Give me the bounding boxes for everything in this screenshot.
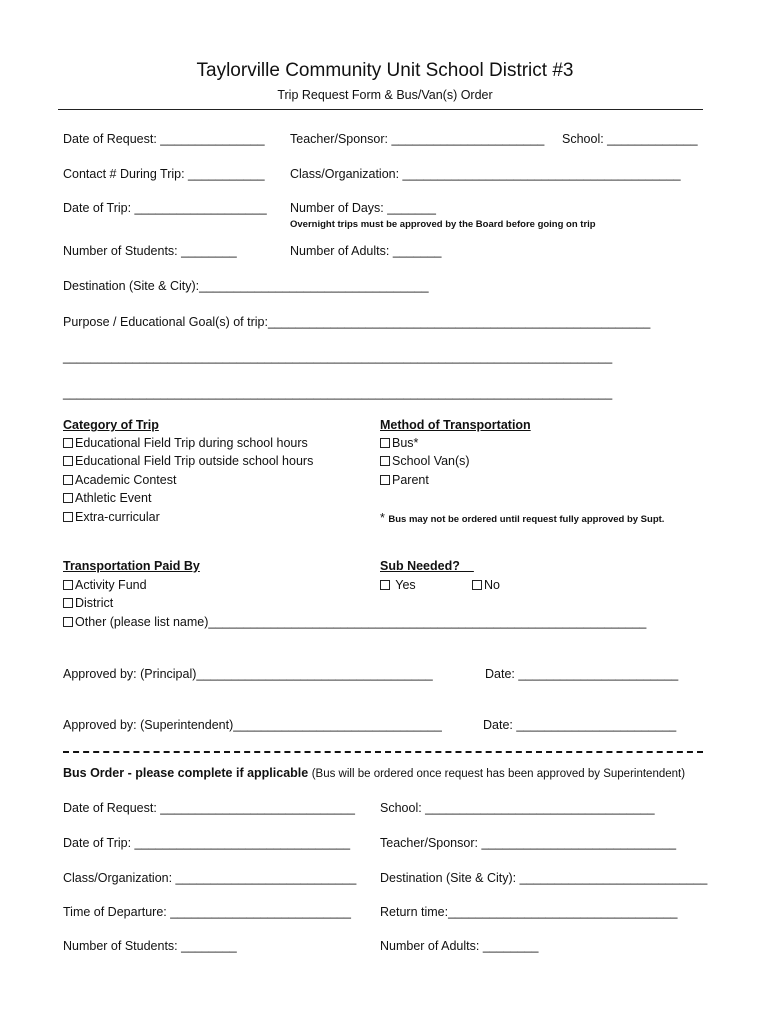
principal-date-field[interactable]: Date: _______________________ [485,667,679,681]
principal-approval-field[interactable]: Approved by: (Principal)__________________________________ [63,667,433,681]
paid-by-option[interactable]: Activity Fund [63,578,147,592]
bus-class-organization-field[interactable]: Class/Organization: __________________________ [63,871,357,885]
destination-field[interactable]: Destination (Site & City):_________________________________ [63,279,429,293]
checkbox[interactable] [63,456,73,466]
bus-time-of-departure-field[interactable]: Time of Departure: __________________________ [63,905,351,919]
checkbox[interactable] [63,512,73,522]
purpose-line-3[interactable]: _______________________________________________________________________________ [63,386,613,400]
category-option[interactable]: Educational Field Trip outside school hours [63,454,313,468]
teacher-sponsor-field[interactable]: Teacher/Sponsor: ______________________ [290,132,545,146]
school-field[interactable]: School: _____________ [562,132,698,146]
superintendent-date-field[interactable]: Date: _______________________ [483,718,677,732]
category-option[interactable]: Academic Contest [63,473,176,487]
bus-teacher-sponsor-field[interactable]: Teacher/Sponsor: ____________________________ [380,836,677,850]
form-title: Taylorville Community Unit School District #3 [196,60,574,81]
bus-destination-field[interactable]: Destination (Site & City): ___________________________ [380,871,708,885]
bus-footnote: * Bus may not be ordered until request fully approved by Supt. [380,511,665,525]
category-option[interactable]: Educational Field Trip during school hours [63,436,308,450]
bus-number-of-adults-field[interactable]: Number of Adults: ________ [380,939,539,953]
section-divider [63,751,703,753]
checkbox[interactable] [380,475,390,485]
contact-field[interactable]: Contact # During Trip: ___________ [63,167,265,181]
transport-option[interactable]: Parent [380,473,429,487]
category-option[interactable]: Extra-curricular [63,510,160,524]
sub-needed-heading: Sub Needed?__ [380,559,474,573]
bus-date-of-request-field[interactable]: Date of Request: ____________________________ [63,801,355,815]
paid-by-heading: Transportation Paid By [63,559,200,573]
bus-school-field[interactable]: School: _________________________________ [380,801,655,815]
transport-option[interactable]: Bus* [380,436,418,450]
category-heading: Category of Trip [63,418,159,432]
header-divider [58,109,703,110]
bus-number-of-students-field[interactable]: Number of Students: ________ [63,939,237,953]
paid-by-option[interactable]: District [63,596,113,610]
category-option[interactable]: Athletic Event [63,491,151,505]
paid-by-option[interactable]: Other (please list name)_______________________________________________________________ [63,615,646,629]
class-organization-field[interactable]: Class/Organization: ________________________________________ [290,167,681,181]
superintendent-approval-field[interactable]: Approved by: (Superintendent)______________________________ [63,718,442,732]
checkbox[interactable] [63,475,73,485]
overnight-note: Overnight trips must be approved by the Board before going on trip [290,219,596,230]
checkbox[interactable] [380,456,390,466]
number-of-adults-field[interactable]: Number of Adults: _______ [290,244,442,258]
bus-order-heading: Bus Order - please complete if applicable (Bus will be ordered once request has been approved by Superintendent) [63,766,686,780]
purpose-field[interactable]: Purpose / Educational Goal(s) of trip:_______________________________________________________ [63,315,651,329]
date-of-request-field[interactable]: Date of Request: _______________ [63,132,265,146]
purpose-line-2[interactable]: _______________________________________________________________________________ [63,350,613,364]
number-of-students-field[interactable]: Number of Students: ________ [63,244,237,258]
checkbox[interactable] [63,438,73,448]
checkbox[interactable] [63,617,73,627]
transport-option[interactable]: School Van(s) [380,454,470,468]
bus-return-time-field[interactable]: Return time:_________________________________ [380,905,678,919]
form-subtitle: Trip Request Form & Bus/Van(s) Order [277,88,493,102]
checkbox[interactable] [380,580,390,590]
sub-needed-yes[interactable]: Yes [380,578,416,592]
checkbox[interactable] [380,438,390,448]
checkbox[interactable] [63,493,73,503]
checkbox[interactable] [472,580,482,590]
sub-needed-no[interactable]: No [472,578,500,592]
checkbox[interactable] [63,598,73,608]
number-of-days-field[interactable]: Number of Days: _______ [290,201,436,215]
transportation-method-heading: Method of Transportation [380,418,531,432]
bus-date-of-trip-field[interactable]: Date of Trip: _______________________________ [63,836,351,850]
checkbox[interactable] [63,580,73,590]
date-of-trip-field[interactable]: Date of Trip: ___________________ [63,201,267,215]
